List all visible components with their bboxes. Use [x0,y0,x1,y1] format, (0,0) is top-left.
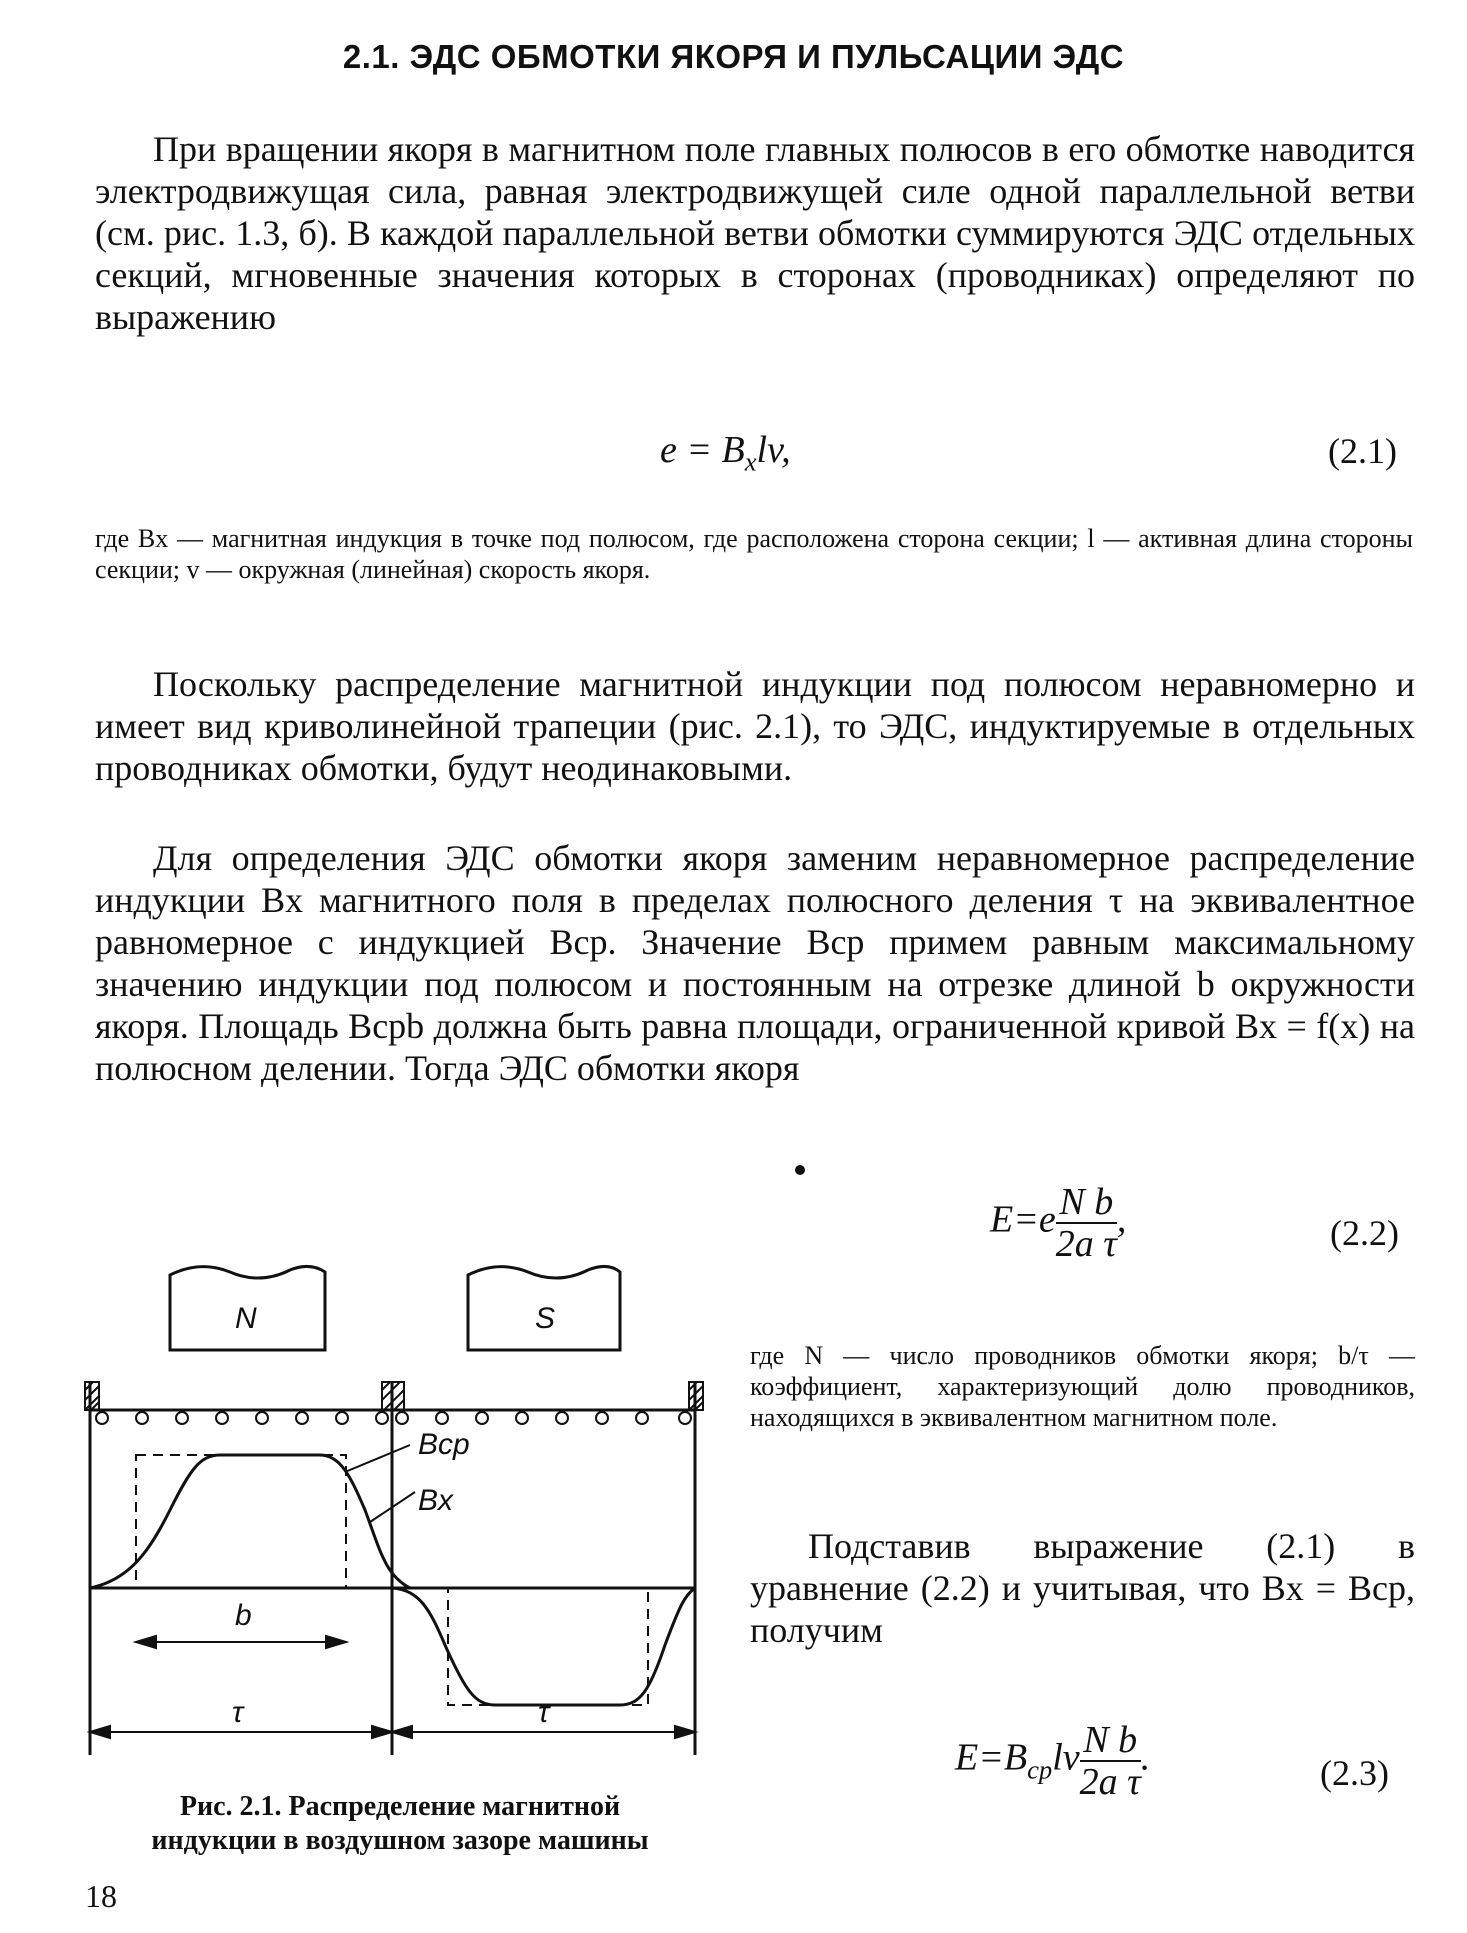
equation-2-2-number: (2.2) [1330,1213,1399,1253]
label-tau-1: τ [232,1696,244,1729]
paragraph-1 [95,128,1415,338]
bx-curve-positive [90,1455,410,1588]
eq2-lhs: E=e [990,1198,1056,1241]
label-tau-2: τ [538,1696,550,1729]
eq2-numerator: N b [1056,1182,1117,1224]
eq2-denominator: 2a τ [1055,1223,1117,1265]
eq2-tail: , [1116,1198,1127,1241]
eq2-fraction [1056,1182,1117,1264]
equation-2-3 [955,1720,1150,1802]
label-bx: Bx [418,1484,454,1517]
paragraph-4-text: Подставив выражение (2.1) в уравнение (2.2) и учитывая, что Bx = Bср, получим [750,1526,1415,1650]
paragraph-4 [750,1525,1415,1651]
eq3-sub: ср [1027,1754,1053,1785]
leader-bcp [345,1445,410,1472]
paragraph-3-text: Для определения ЭДС обмотки якоря заменим неравномерное распределение индукции Bx магнитного поля в пределах полюсного деления τ на эквивалентное равномерное с индукцией Bср. Значение Bср примем равным максимальному значению индукции под полюсом и постоянным на отрезке длиной b окружности якоря. Площадь Bсрb должна быть равна площади, ограниченной кривой Bx = f(x) на полюсном делении. Тогда ЭДС обмотки якоря [95,838,1415,1088]
pole-s-label: S [535,1302,556,1335]
section-title: 2.1. ЭДС ОБМОТКИ ЯКОРЯ И ПУЛЬСАЦИИ ЭДС [342,38,1125,75]
paragraph-2 [95,663,1415,789]
pole-n-label: N [235,1302,257,1335]
eq3-numerator: N b [1080,1720,1141,1762]
eq3-denominator: 2a τ [1079,1761,1141,1803]
figure-2-1 [80,1260,710,1760]
ink-dot [795,1165,805,1175]
eq3-fraction [1080,1720,1141,1802]
hatched-blocks [85,1382,703,1410]
equation-2-1 [660,428,791,478]
label-bcp: Bср [418,1428,470,1461]
eq1-b: B [721,429,745,471]
paragraph-3 [95,837,1415,1089]
where-text-1: где Bx — магнитная индукция в точке под полюсом, где расположена сторона секции; l — активная длина стороны секции; v — окружная (линейная) скорость якоря. [95,524,1413,584]
paragraph-2-text: Поскольку распределение магнитной индукции под полюсом неравномерно и имеет вид криволинейной трапеции (рис. 2.1), то ЭДС, индуктируемые в отдельных проводниках обмотки, будут неодинаковыми. [95,664,1415,788]
eq1-rest: lv, [756,429,791,471]
eq3-lhs: E=B [955,1736,1028,1779]
eq1-sub: x [744,446,757,477]
equation-2-1-number: (2.1) [1328,431,1397,471]
where-text-2: где N — число проводников обмотки якоря; b/τ — коэффициент, характеризующий долю проводников, находящихся в эквивалентном магнитном поле. [750,1341,1415,1432]
eq3-mid: lv [1052,1736,1080,1779]
page-number: 18 [85,1878,117,1914]
bcp-rect-positive [136,1455,346,1588]
bcp-rect-negative [448,1588,648,1705]
equation-2-2 [990,1182,1126,1264]
eq3-tail: . [1140,1736,1151,1779]
dimension-b [136,1636,346,1648]
figure-caption-line-2: индукции в воздушном зазоре машины [151,1825,649,1856]
bx-curve-negative [392,1588,695,1705]
paragraph-1-text: При вращении якоря в магнитном поле главных полюсов в его обмотке наводится электродвижущая сила, равная электродвижущей силе одной параллельной ветви (см. рис. 1.3, б). В каждой параллельной ветви обмотки суммируются ЭДС отдельных секций, мгновенные значения которых в сторонах (проводниках) определяют по выражению [95,129,1415,337]
figure-caption-line-1: Рис. 2.1. Распределение магнитной [179,1791,621,1822]
eq1-lhs: e = [660,429,722,471]
equation-2-3-number: (2.3) [1320,1753,1389,1793]
label-b: b [235,1599,252,1632]
figure-caption [90,1790,710,1858]
